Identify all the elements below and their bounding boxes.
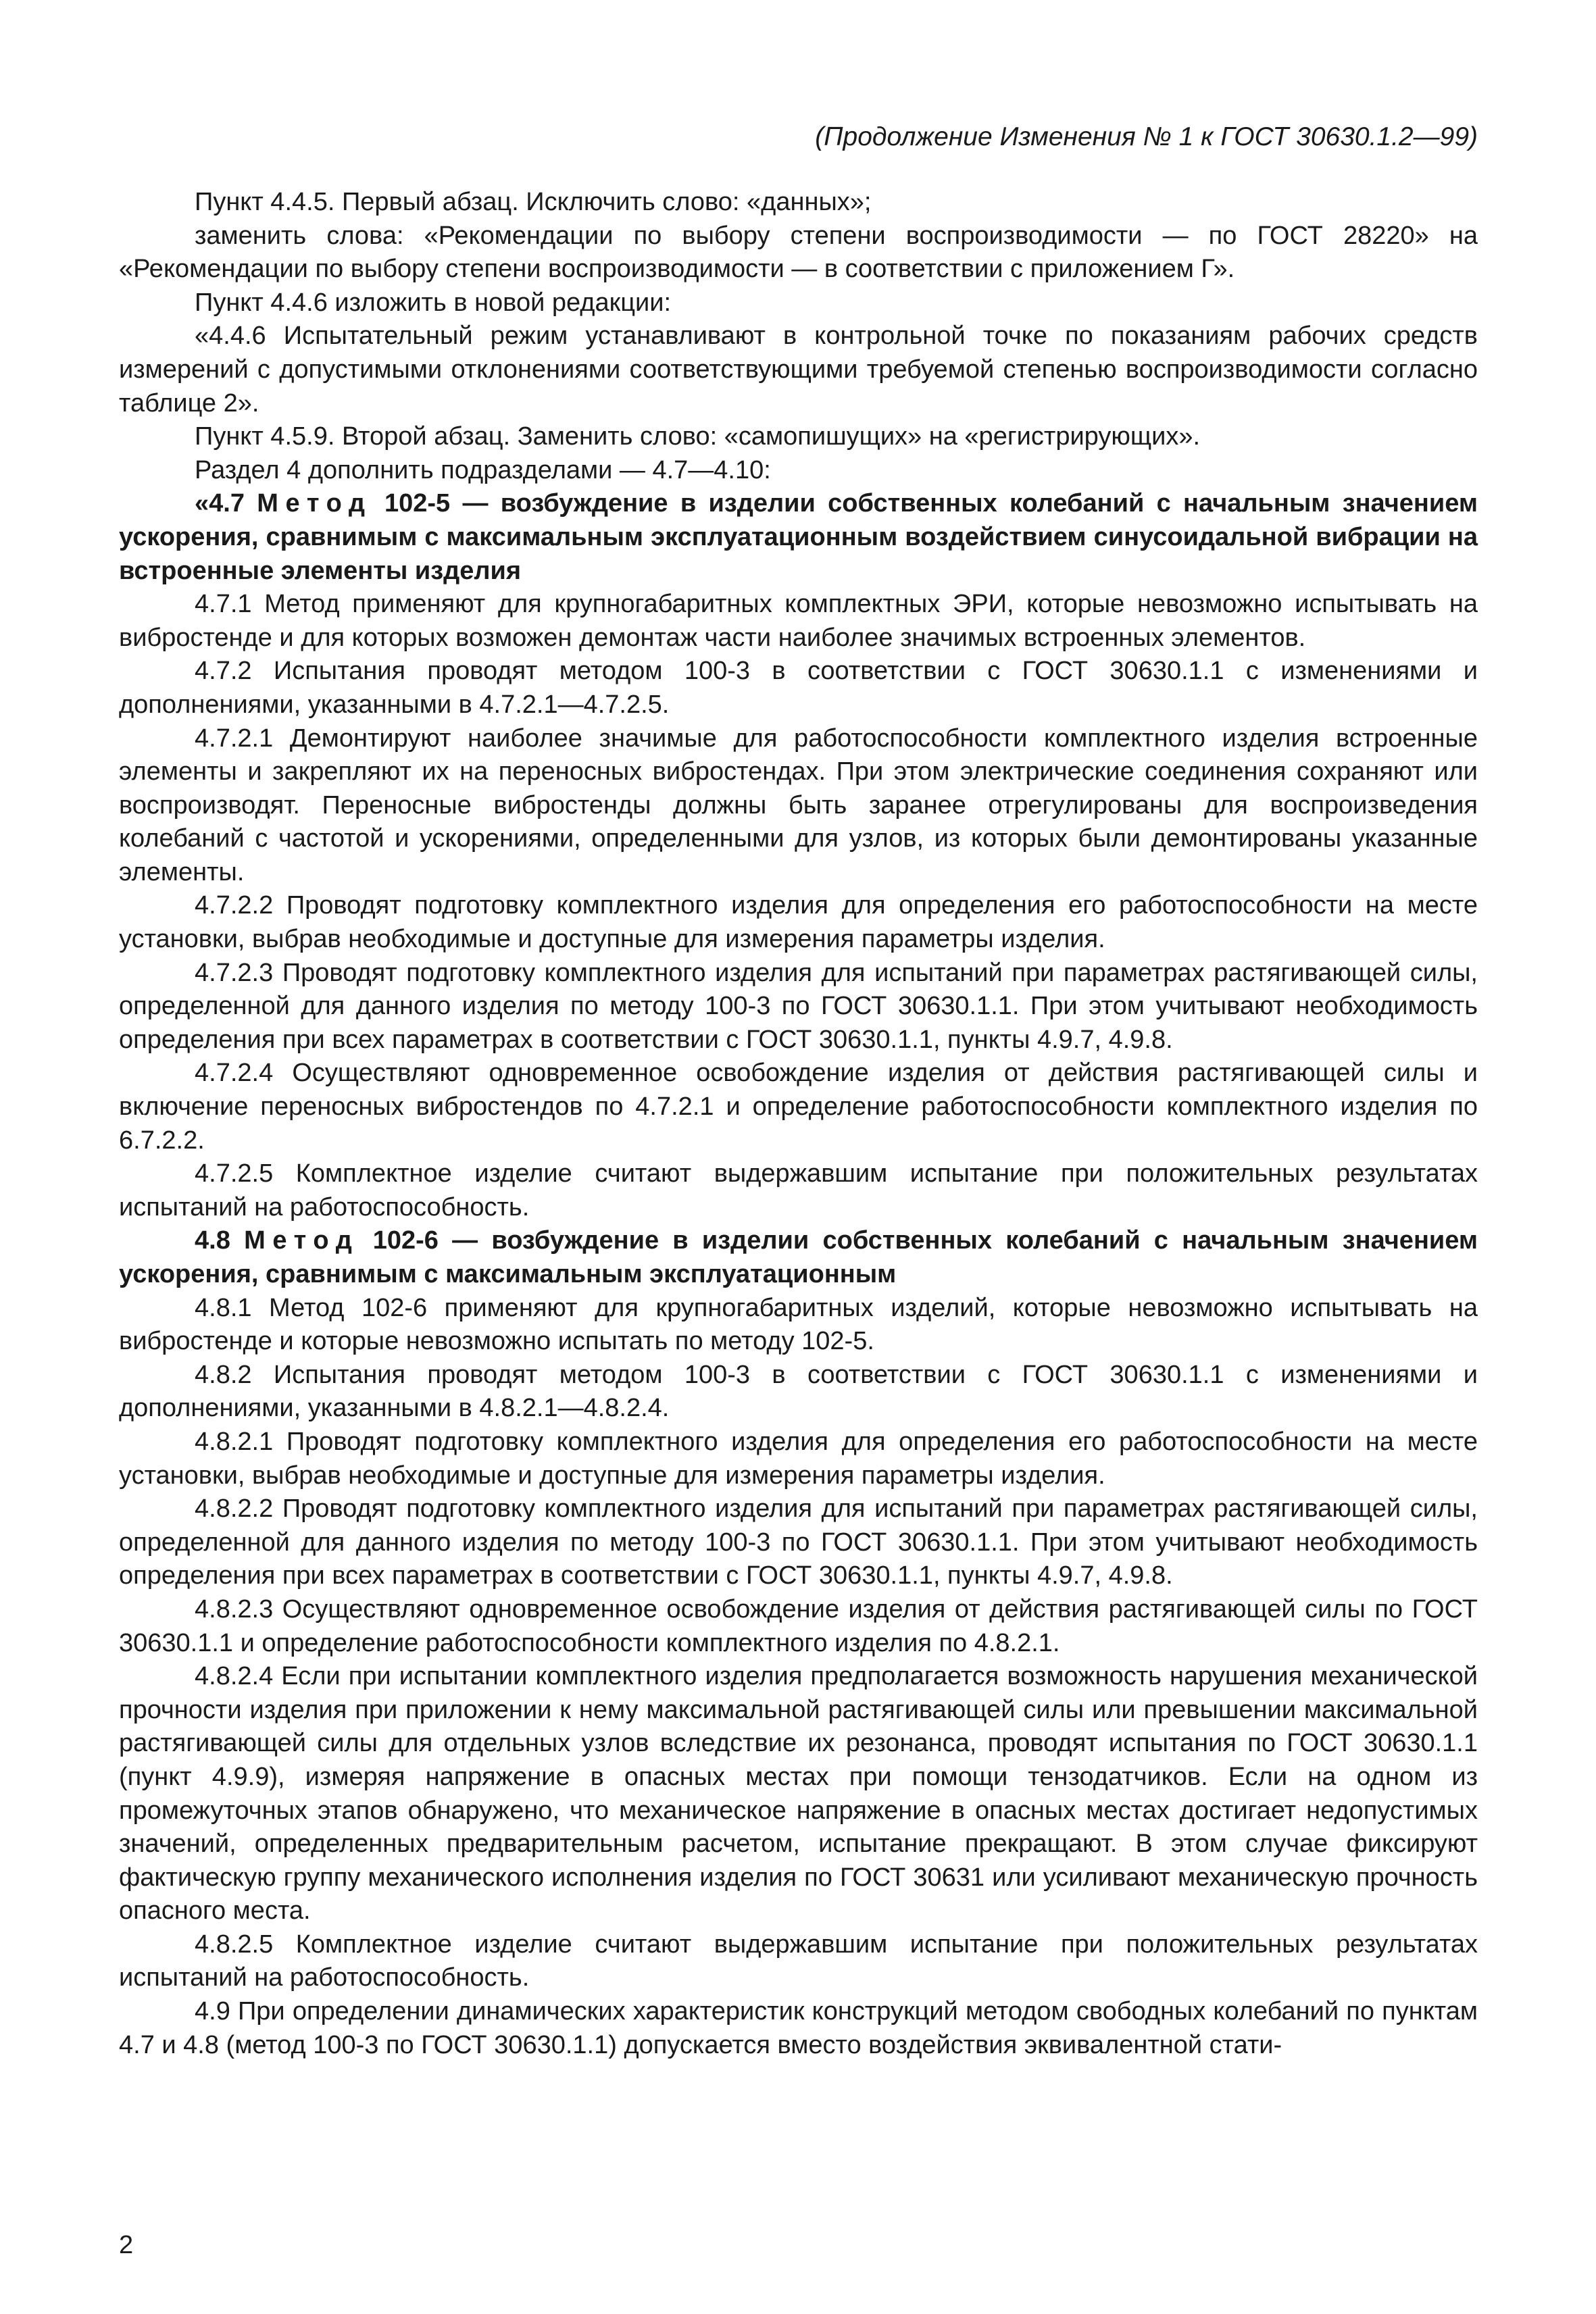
paragraph: Раздел 4 дополнить подразделами — 4.7—4.10:	[195, 455, 771, 484]
document-body	[119, 186, 1478, 2062]
heading-number: «4.7	[195, 489, 257, 518]
paragraph: 4.8.2.2 Проводят подготовку комплектного изделия для испытаний при параметрах растягивающей силы, определенной для данного изделия по методу 100-3 по ГОСТ 30630.1.1. При этом учитывают необходимость определения при всех параметрах в соответствии с ГОСТ 30630.1.1, пункты 4.9.7, 4.9.8.	[119, 1494, 1478, 1590]
paragraph: 4.8.2.4 Если при испытании комплектного изделия предполагается возможность нарушения механической прочности изделия при приложении к нему максимальной растягивающей силы или превышении максимальной растягивающей силы для отдельных узлов вследствие их резонанса, проводят испытания по ГОСТ 30630.1.1 (пункт 4.9.9), измеряя напряжение в опасных местах при помощи тензодатчиков. Если на одном из промежуточных этапов обнаружено, что механическое напряжение в опасных местах достигает недопустимых значений, определенных предварительным расчетом, испытание прекращают. В этом случае фиксируют фактическую группу механического исполнения изделия по ГОСТ 30631 или усиливают механическую прочность опасного места.	[119, 1662, 1478, 1926]
paragraph: 4.7.2.5 Комплектное изделие считают выдержавшим испытание при положительных результатах испытаний на работоспособность.	[119, 1159, 1478, 1222]
section-heading	[119, 1224, 1478, 1291]
paragraph: 4.7.2.1 Демонтируют наиболее значимые для работоспособности комплектного изделия встроенные элементы и закрепляют их на переносных вибростендах. При этом электрические соединения сохраняют или воспроизводят. Переносные вибростенды должны быть заранее отрегулированы для воспроизведения колебаний с частотой и ускорениями, определенными для узлов, из которых были демонтированы указанные элементы.	[119, 724, 1478, 886]
section-heading	[119, 487, 1478, 588]
page-number: 2	[119, 2231, 134, 2259]
paragraph: заменить слова: «Рекомендации по выбору степени воспроизводимости — по ГОСТ 28220» на «Рекомендации по выбору степени воспроизводимости — в соответствии с приложением Г».	[119, 221, 1478, 284]
heading-spaced-word: Метод	[244, 1226, 359, 1255]
paragraph: 4.7.1 Метод применяют для крупногабаритных комплектных ЭРИ, которые невозможно испытывать на вибростенде и для которых возможен демонтаж части наиболее значимых встроенных элементов.	[119, 590, 1478, 652]
paragraph: 4.8.1 Метод 102-6 применяют для крупногабаритных изделий, которые невозможно испытывать на вибростенде и которые невозможно испытать по методу 102-5.	[119, 1293, 1478, 1356]
paragraph: 4.7.2 Испытания проводят методом 100-3 в соответствии с ГОСТ 30630.1.1 с изменениями и дополнениями, указанными в 4.7.2.1—4.7.2.5.	[119, 657, 1478, 719]
paragraph: 4.7.2.2 Проводят подготовку комплектного изделия для определения его работоспособности на месте установки, выбрав необходимые и доступные для измерения параметры изделия.	[119, 891, 1478, 954]
heading-number: 4.8	[195, 1226, 245, 1255]
paragraph: 4.8.2.3 Осуществляют одновременное освобождение изделия от действия растягивающей силы по ГОСТ 30630.1.1 и определение работоспособности комплектного изделия по 4.8.2.1.	[119, 1594, 1478, 1657]
paragraph: 4.8.2.1 Проводят подготовку комплектного изделия для определения его работоспособности на месте установки, выбрав необходимые и доступные для измерения параметры изделия.	[119, 1427, 1478, 1490]
paragraph: Пункт 4.4.5. Первый абзац. Исключить слово: «данных»;	[195, 188, 872, 216]
heading-spaced-word: Метод	[257, 489, 372, 518]
paragraph: Пункт 4.4.6 изложить в новой редакции:	[195, 288, 672, 317]
running-header: (Продолжение Изменения № 1 к ГОСТ 30630.1.2—99)	[815, 122, 1478, 151]
paragraph: «4.4.6 Испытательный режим устанавливают в контрольной точке по показаниям рабочих средств измерений с допустимыми отклонениями соответствующими требуемой степенью воспроизводимости согласно таблице 2».	[119, 322, 1478, 418]
paragraph: Пункт 4.5.9. Второй абзац. Заменить слово: «самопишущих» на «регистрирующих».	[195, 422, 1201, 451]
heading-text: 102-6 — возбуждение в изделии собственных колебаний с начальным значением ускорения, сравнимым с максимальным эксплуатационным	[119, 1226, 1478, 1288]
paragraph: 4.7.2.4 Осуществляют одновременное освобождение изделия от действия растягивающей силы и включение переносных вибростендов по 4.7.2.1 и определение работоспособности комплектного изделия по 6.7.2.2.	[119, 1059, 1478, 1155]
paragraph: 4.8.2.5 Комплектное изделие считают выдержавшим испытание при положительных результатах испытаний на работоспособность.	[119, 1930, 1478, 1992]
paragraph: 4.7.2.3 Проводят подготовку комплектного изделия для испытаний при параметрах растягивающей силы, определенной для данного изделия по методу 100-3 по ГОСТ 30630.1.1. При этом учитывают необходимость определения при всех параметрах в соответствии с ГОСТ 30630.1.1, пункты 4.9.7, 4.9.8.	[119, 958, 1478, 1054]
heading-text: 102-5 — возбуждение в изделии собственных колебаний с начальным значением ускорения, сравнимым с максимальным эксплуатационным воздействием синусоидальной вибрации на встроенные элементы изделия	[119, 489, 1478, 585]
paragraph: 4.9 При определении динамических характеристик конструкций методом свободных колебаний по пунктам 4.7 и 4.8 (метод 100-3 по ГОСТ 30630.1.1) допускается вместо воздействия эквивалентной стати-	[119, 1997, 1478, 2059]
paragraph: 4.8.2 Испытания проводят методом 100-3 в соответствии с ГОСТ 30630.1.1 с изменениями и дополнениями, указанными в 4.8.2.1—4.8.2.4.	[119, 1360, 1478, 1423]
